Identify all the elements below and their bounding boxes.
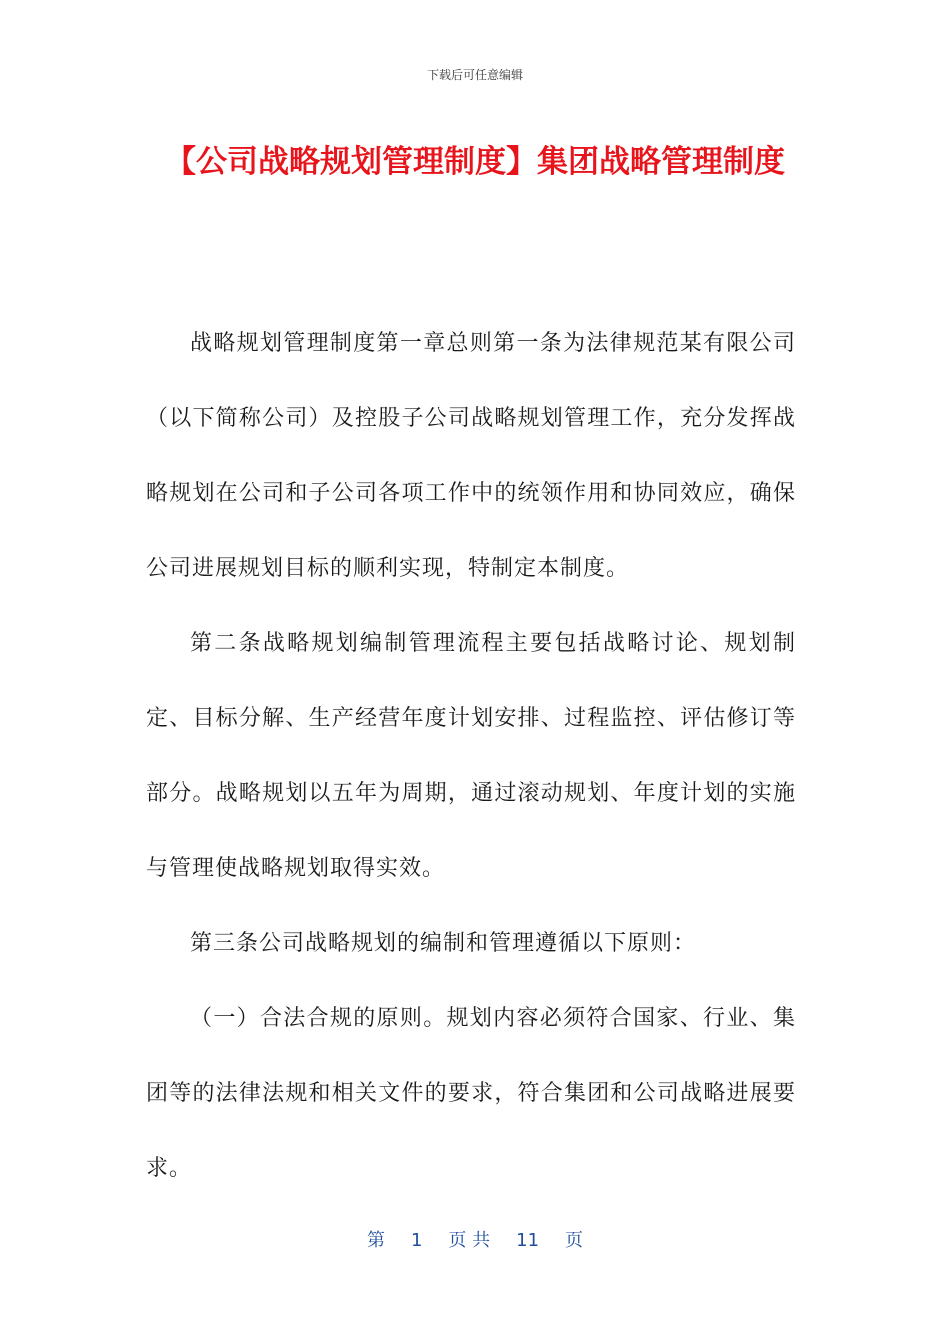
download-note: 下载后可任意编辑 — [426, 68, 523, 82]
document-title: 【公司战略规划管理制度】集团战略管理制度 — [165, 144, 785, 180]
paragraph-1: 战略规划管理制度第一章总则第一条为法律规范某有限公司（以下简称公司）及控股子公司战略规划管理工作，充分发挥战略规划在公司和子公司各项工作中的统领作用和协同效应，确保公司进展规划目标的顺利实现，特制定本制度。 — [146, 331, 796, 581]
footer-suffix: 页 — [565, 1230, 584, 1251]
footer-current-page: 1 — [410, 1230, 423, 1251]
page-footer — [0, 1226, 950, 1252]
paragraph-4: （一）合法合规的原则。规划内容必须符合国家、行业、集团等的法律法规和相关文件的要求，符合集团和公司战略进展要求。 — [146, 1006, 796, 1181]
paragraph-2: 第二条战略规划编制管理流程主要包括战略讨论、规划制定、目标分解、生产经营年度计划安排、过程监控、评估修订等部分。战略规划以五年为周期，通过滚动规划、年度计划的实施与管理使战略规划取得实效。 — [146, 631, 796, 881]
document-body — [146, 306, 796, 1206]
footer-middle: 页 共 — [448, 1230, 491, 1251]
footer-prefix: 第 — [366, 1230, 385, 1251]
footer-total-pages: 11 — [516, 1230, 540, 1251]
paragraph-3: 第三条公司战略规划的编制和管理遵循以下原则： — [190, 931, 697, 956]
